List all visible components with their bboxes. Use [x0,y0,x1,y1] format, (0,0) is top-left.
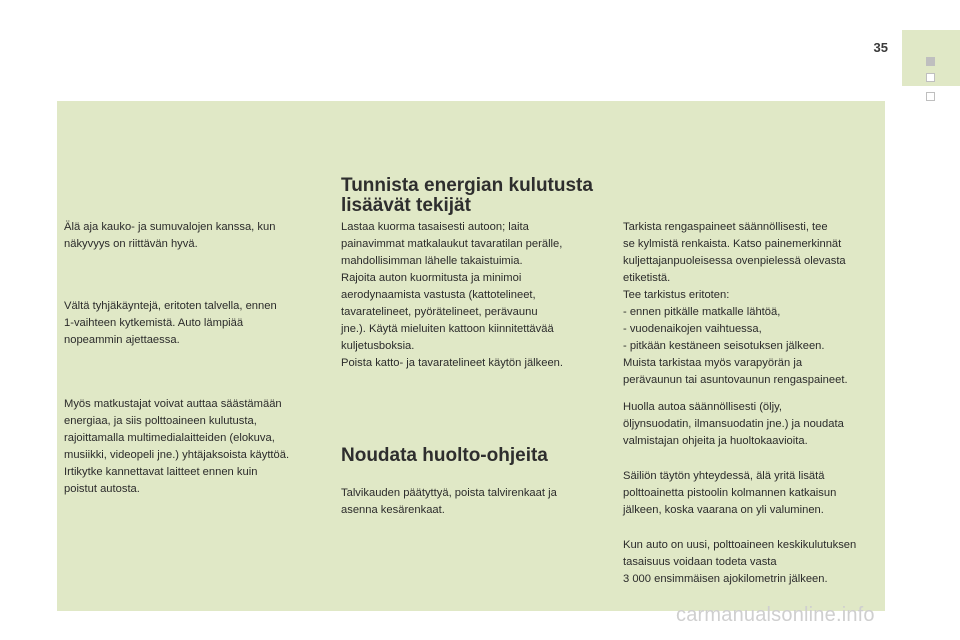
paragraph: Myös matkustajat voivat auttaa säästämään energiaa, ja siis polttoaineen kulutusta, rajoittamalla multimedialaitteiden (elokuva, musiikki, videopeli jne.) yhtäjaksoista käyttöä. Irtikytke kannettavat laitteet ennen kuin poistut autosta. [64,398,290,495]
page-number: 35 [873,40,888,55]
nav-square-empty-icon [926,92,935,101]
nav-square-filled-icon [926,57,935,66]
middle-column [341,485,611,519]
paragraph: Tarkista rengaspaineet säännöllisesti, tee se kylmistä renkaista. Katso painemerkinnät kuljettajanpuoleisessa ovenpielessä olevasta etiketistä. Tee tarkistus eritoten: - ennen pitkälle matkalle lähtöä, - vuodenaikojen vaihtuessa, - pitkään kestäneen seisotuksen jälkeen. Muista tarkistaa myös varapyörän ja perävaunun tai asuntovaunun rengaspaineet. [623,221,848,386]
section-heading: Tunnista energian kulutusta lisäävät tekijät [341,175,593,216]
paragraph: Vältä tyhjäkäyntejä, eritoten talvella, ennen 1-vaihteen kytkemistä. Auto lämpiää nopeammin ajettaessa. [64,300,277,346]
right-column [623,219,885,389]
right-column [623,537,885,588]
right-column [623,468,885,519]
left-column [64,219,326,253]
section-heading: Noudata huolto-ohjeita [341,445,548,466]
middle-column [341,219,611,372]
left-column [64,396,326,498]
paragraph: Lastaa kuorma tasaisesti autoon; laita painavimmat matkalaukut tavaratilan perälle, mahdollisimman lähelle takaistuimia. Rajoita auton kuormitusta ja minimoi aerodynaamista vastusta (kattotelineet, tavaratelineet, pyörätelineet, perävaunu jne.). Käytä mieluiten kattoon kiinnitettävää kuljetusboksia. Poista katto- ja tavaratelineet käytön jälkeen. [341,221,564,369]
paragraph: Kun auto on uusi, polttoaineen keskikulutuksen tasaisuus voidaan todeta vasta 3 000 ensimmäisen ajokilometrin jälkeen. [623,539,857,585]
paragraph: Älä aja kauko- ja sumuvalojen kanssa, kun näkyvyys on riittävän hyvä. [64,221,276,250]
paragraph: Huolla autoa säännöllisesti (öljy, öljynsuodatin, ilmansuodatin jne.) ja noudata valmistajan ohjeita ja huoltokaavioita. [623,401,844,447]
right-column [623,399,885,450]
paragraph: Talvikauden päätyttyä, poista talvirenkaat ja asenna kesärenkaat. [341,487,557,516]
watermark: carmanualsonline.info [676,604,875,626]
left-column [64,298,326,349]
nav-square-empty-icon [926,73,935,82]
paragraph: Säiliön täytön yhteydessä, älä yritä lisätä polttoainetta pistoolin kolmannen katkaisun jälkeen, koska vaarana on yli valuminen. [623,470,837,516]
